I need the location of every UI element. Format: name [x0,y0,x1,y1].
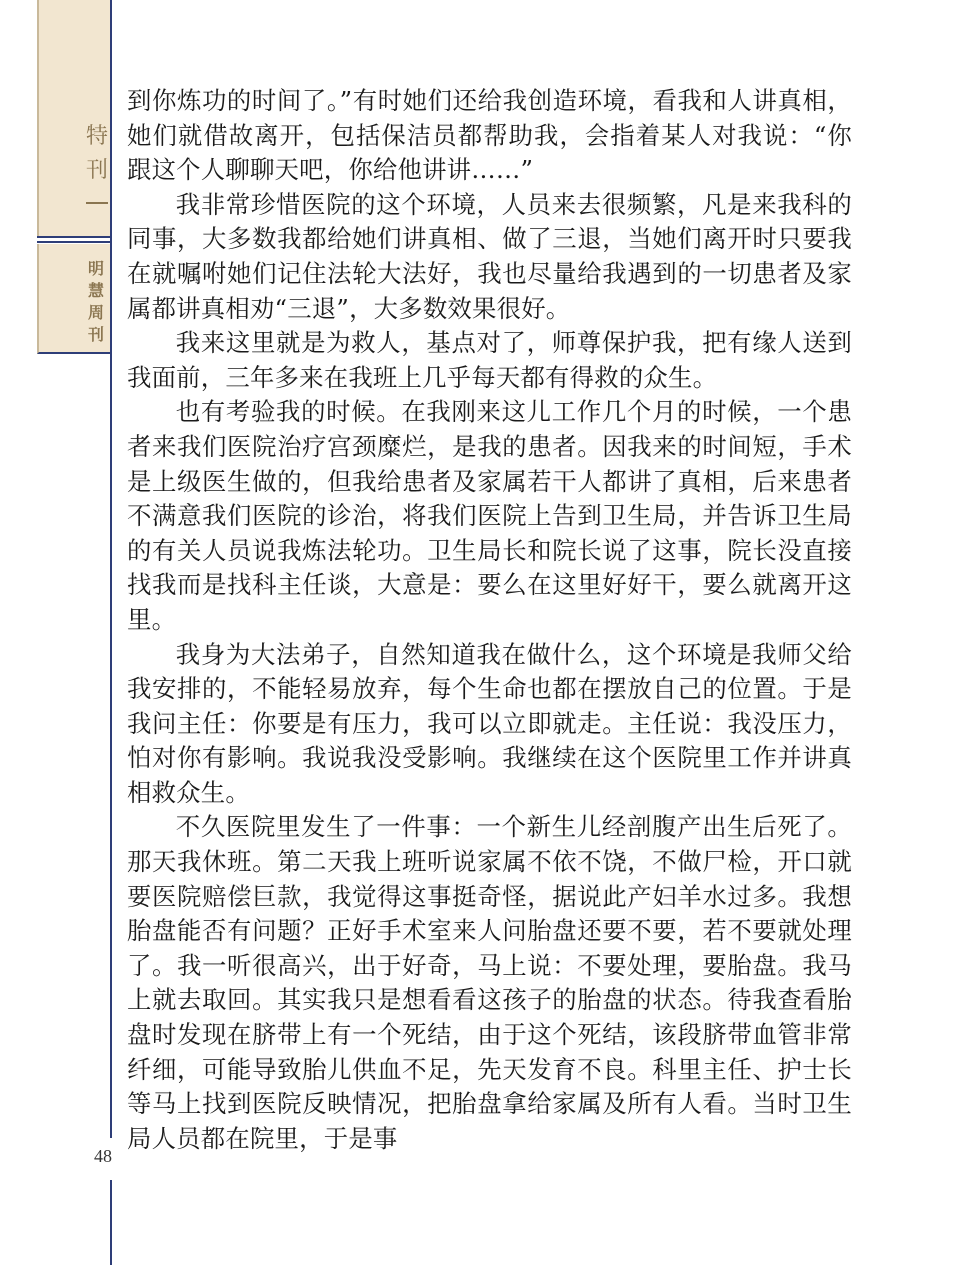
magazine-label-char: 周 [87,303,104,322]
page-number: 48 [94,1146,112,1166]
paragraph: 到你炼功的时间了。”有时她们还给我创造环境，看我和人讲真相，她们就借故离开，包括保洁员都帮助我，会指着某人对我说：“你跟这个人聊聊天吧，你给他讲讲……” [127,86,852,185]
paragraph: 不久医院里发生了一件事：一个新生儿经剖腹产出生后死了。那天我休班。第二天我上班听说家属不依不饶，不做尸检，开口就要医院赔偿巨款，我觉得这事挺奇怪，据说此产妇羊水过多。我想胎盘能否有问题？正好手术室来人问胎盘还要不要，若不要就处理了。我一听很高兴，出于好奇，马上说：不要处理，要胎盘。我马上就去取回。其实我只是想看看这孩子的胎盘的状态。待我查看胎盘时发现在脐带上有一个死结，由于这个死结，该段脐带血管非常纤细，可能导致胎儿供血不足，先天发育不良。科里主任、护士长等马上找到医院反映情况，把胎盘拿给家属及所有人看。当时卫生局人员都在院里，于是事 [127,812,852,1153]
paragraph: 我来这里就是为救人，基点对了，师尊保护我，把有缘人送到我面前，三年多来在我班上几乎每天都有得救的众生。 [127,328,852,392]
section-label-char: 刊 [85,158,108,183]
magazine-label [84,258,108,346]
magazine-label-char: 刊 [87,325,104,344]
article-body [127,84,852,1156]
sidebar-divider-bottom [37,241,111,243]
magazine-label-char: 明 [87,259,104,278]
page-margin-rule-lower [110,1180,112,1265]
section-label-dash [86,202,108,204]
paragraph: 也有考验我的时候。在我刚来这儿工作几个月的时候，一个患者来我们医院治疗宫颈糜烂，是我的患者。因我来的时间短，手术是上级医生做的，但我给患者及家属若干人都讲了真相，后来患者不满意我们医院的诊治，将我们医院上告到卫生局，并告诉卫生局的有关人员说我炼法轮功。卫生局长和院长说了这事，院长没直接找我而是找科主任谈，大意是：要么在这里好好干，要么就离开这里。 [127,397,852,634]
sidebar-divider-top [37,236,111,238]
paragraph: 我非常珍惜医院的这个环境，人员来去很频繁，凡是来我科的同事，大多数我都给她们讲真相、做了三退，当她们离开时只要我在就嘱咐她们记住法轮大法好，我也尽量给我遇到的一切患者及家属都讲真相劝“三退”，大多数效果很好。 [127,189,852,323]
paragraph: 我身为大法弟子，自然知道我在做什么，这个环境是我师父给我安排的，不能轻易放弃，每个生命也都在摆放自己的位置。于是我问主任：你要是有压力，我可以立即就走。主任说：我没压力，怕对你有影响。我说我没受影响。我继续在这个医院里工作并讲真相救众生。 [127,639,852,807]
section-label [82,120,112,204]
magazine-label-char: 慧 [87,281,104,300]
section-label-char: 特 [85,124,108,149]
